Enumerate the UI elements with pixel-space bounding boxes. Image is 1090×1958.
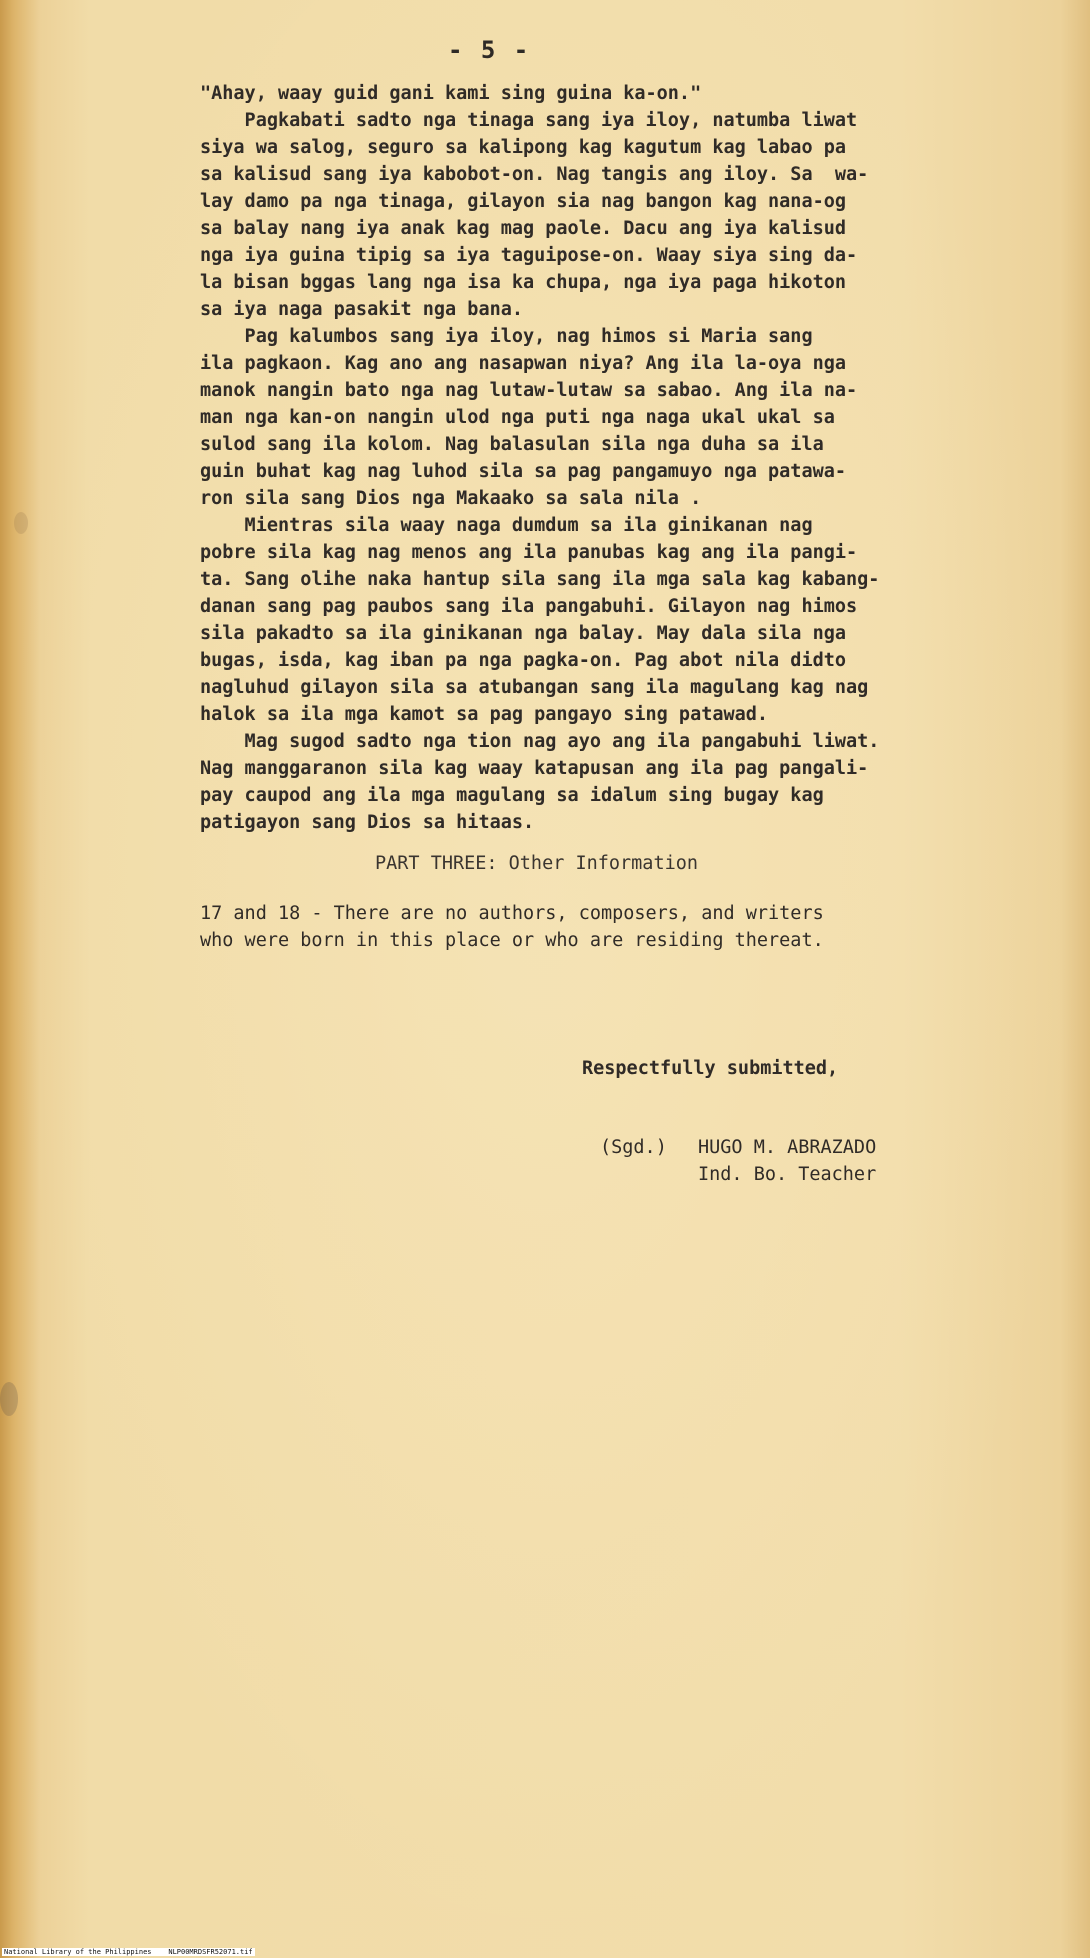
text-line: manok nangin bato nga nag lutaw-lutaw sa sabao. Ang ila na- <box>200 380 858 401</box>
text-line: who were born in this place or who are residing thereat. <box>200 930 824 951</box>
paper-smudge <box>14 512 28 534</box>
paper-smudge <box>0 1382 18 1416</box>
text-line: Pag kalumbos sang iya iloy, nag himos si Maria sang <box>200 326 813 347</box>
text-line: sa balay nang iya anak kag mag paole. Dacu ang iya kalisud <box>200 218 847 239</box>
signer-title: Ind. Bo. Teacher <box>698 1164 877 1185</box>
text-line: siya wa salog, seguro sa kalipong kag kagutum kag labao pa <box>200 137 847 158</box>
signed-marker: (Sgd.) <box>600 1137 667 1158</box>
signer-name: HUGO M. ABRAZADO <box>698 1137 877 1158</box>
text-line: Mag sugod sadto nga tion nag ayo ang ila pangabuhi liwat. <box>200 731 880 752</box>
text-line: Pagkabati sadto nga tinaga sang iya iloy, natumba liwat <box>200 110 858 131</box>
part-three-heading: PART THREE: Other Information <box>375 853 699 874</box>
text-line: bugas, isda, kag iban pa nga pagka-on. Pag abot nila didto <box>200 650 847 671</box>
text-line: sulod sang ila kolom. Nag balasulan sila nga duha sa ila <box>200 434 824 455</box>
archive-footer: National Library of the Philippines NLP00MRDSFR52071.tif <box>4 1948 253 1956</box>
part-three-body <box>200 900 824 954</box>
text-line: 17 and 18 - There are no authors, composers, and writers <box>200 903 824 924</box>
text-line: sa kalisud sang iya kabobot-on. Nag tangis ang iloy. Sa wa- <box>200 164 869 185</box>
text-line: Nag manggaranon sila kag waay katapusan ang ila pag pangali- <box>200 758 869 779</box>
text-line: ila pagkaon. Kag ano ang nasapwan niya? Ang ila la-oya nga <box>200 353 847 374</box>
text-line: lay damo pa nga tinaga, gilayon sia nag bangon kag nana-og <box>200 191 847 212</box>
text-line: patigayon sang Dios sa hitaas. <box>200 812 535 833</box>
text-line: sila pakadto sa ila ginikanan nga balay. May dala sila nga <box>200 623 847 644</box>
page-number: - 5 - <box>448 36 531 64</box>
text-line: pobre sila kag nag menos ang ila panubas kag ang ila pangi- <box>200 542 858 563</box>
text-line: guin buhat kag nag luhod sila sa pag pangamuyo nga patawa- <box>200 461 847 482</box>
text-line: ta. Sang olihe naka hantup sila sang ila mga sala kag kabang- <box>200 569 880 590</box>
text-line: danan sang pag paubos sang ila pangabuhi. Gilayon nag himos <box>200 596 858 617</box>
sign-off: Respectfully submitted, <box>582 1058 839 1079</box>
signature-block <box>600 1134 876 1188</box>
text-line: ron sila sang Dios nga Makaako sa sala nila . <box>200 488 702 509</box>
text-line: nga iya guina tipig sa iya taguipose-on. Waay siya sing da- <box>200 245 858 266</box>
text-line: nagluhud gilayon sila sa atubangan sang ila magulang kag nag <box>200 677 869 698</box>
text-line: halok sa ila mga kamot sa pag pangayo sing patawad. <box>200 704 769 725</box>
text-line: man nga kan-on nangin ulod nga puti nga naga ukal ukal sa <box>200 407 835 428</box>
story-body <box>200 80 1000 836</box>
text-line: la bisan bggas lang nga isa ka chupa, nga iya paga hikoton <box>200 272 847 293</box>
text-line: "Ahay, waay guid gani kami sing guina ka-on." <box>200 83 702 104</box>
text-line: sa iya naga pasakit nga bana. <box>200 299 524 320</box>
text-line: pay caupod ang ila mga magulang sa idalum sing bugay kag <box>200 785 824 806</box>
text-line: Mientras sila waay naga dumdum sa ila ginikanan nag <box>200 515 813 536</box>
